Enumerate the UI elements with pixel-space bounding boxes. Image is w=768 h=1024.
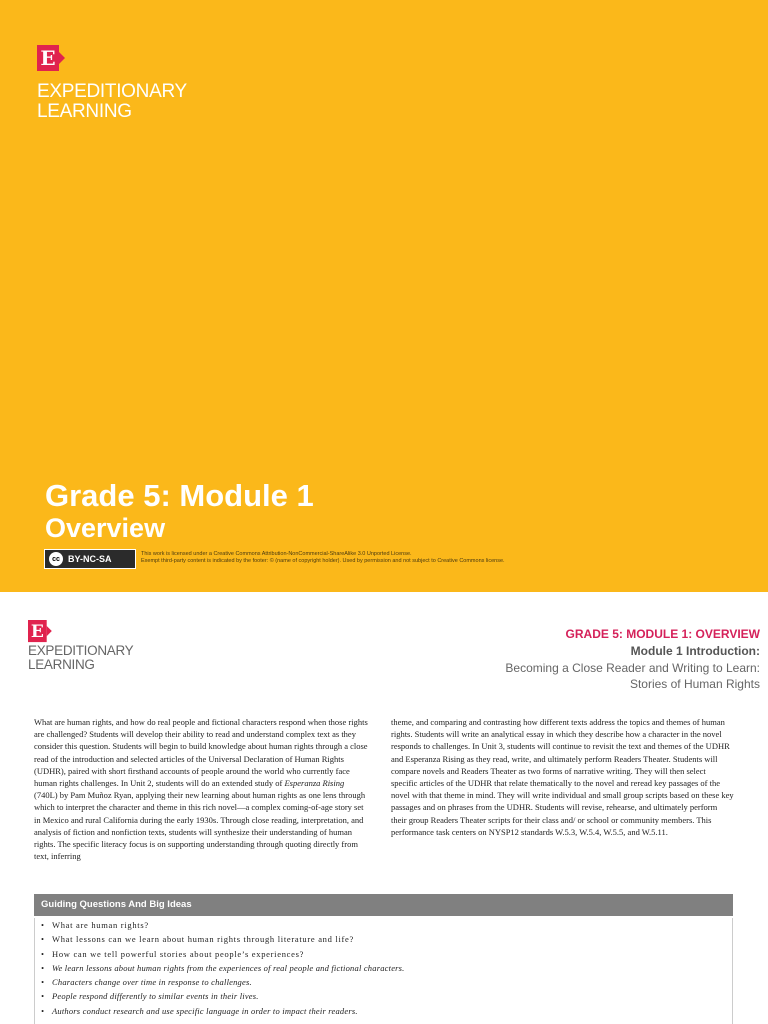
page-header bbox=[340, 626, 760, 692]
guiding-questions-header: Guiding Questions And Big Ideas bbox=[34, 894, 733, 916]
cc-license-label: BY-NC-SA bbox=[68, 554, 112, 564]
intro-text-part-2: (740L) by Pam Muñoz Ryan, applying their new learning about human rights as one lens through which to interpret the character and theme in this rich novel—a complex coming-of-age story set in Mexico and rural California during the early 1930s. Through close reading, interpretation, and analysis of fiction and nonfiction texts, students will synthesize their understanding of human rights. The specific literacy focus is on supporting understanding through quoting directly from text, inferring bbox=[34, 790, 366, 862]
big-idea: • We learn lessons about human rights from the experiences of real people and fictional characters. bbox=[35, 961, 732, 975]
intro-paragraph-left bbox=[34, 716, 368, 862]
logo-line-1: EXPEDITIONARY bbox=[28, 643, 134, 658]
logo-wordmark bbox=[28, 644, 168, 672]
expeditionary-learning-logo-icon bbox=[37, 45, 59, 71]
cover-subtitle: Overview bbox=[45, 513, 166, 543]
logo-wordmark bbox=[37, 82, 237, 122]
logo-line-2: LEARNING bbox=[37, 100, 132, 122]
expeditionary-learning-logo-icon bbox=[28, 620, 47, 642]
module-intro-title-line-1: Becoming a Close Reader and Writing to Learn: bbox=[505, 661, 760, 675]
guiding-question: • What lessons can we learn about human rights through literature and life? bbox=[35, 932, 732, 946]
book-title: Esperanza Rising bbox=[284, 778, 345, 789]
creative-commons-icon: cc bbox=[49, 552, 63, 566]
license-line-2: Exempt third-party content is indicated by the footer: © (name of copyright holder). Used by permission and not subject to Creative Commons license. bbox=[141, 558, 505, 564]
cover-title: Grade 5: Module 1 bbox=[45, 478, 314, 513]
big-idea: • People respond differently to similar events in their lives. bbox=[35, 989, 732, 1003]
license-notice bbox=[141, 551, 581, 565]
guiding-question: • How can we tell powerful stories about people’s experiences? bbox=[35, 947, 732, 961]
guiding-question: • What are human rights? bbox=[35, 918, 732, 932]
intro-text-part-1: What are human rights, and how do real people and fictional characters respond when those rights are challenged? Students will develop their ability to read and understand complex text as they consider this question. Students will begin to build knowledge about human rights through a close read of the introduction and selected articles of the Universal Declaration of Human Rights (UDHR), paired with short firsthand accounts of people around the world who currently face human rights challenges. In Unit 2, students will do an extended study of bbox=[34, 717, 368, 789]
license-line-1: This work is licensed under a Creative Commons Attribution-NonCommercial-ShareAlike 3.0 Unported License. bbox=[141, 551, 412, 557]
logo-mark-letter: E bbox=[30, 620, 44, 642]
big-idea: • Authors conduct research and use specific language in order to impact their readers. bbox=[35, 1004, 732, 1018]
logo-line-2: LEARNING bbox=[28, 657, 95, 673]
module-intro-label: Module 1 Introduction: bbox=[630, 644, 760, 658]
logo-line-1: EXPEDITIONARY bbox=[37, 81, 187, 102]
grade-module-heading: GRADE 5: MODULE 1: OVERVIEW bbox=[565, 627, 760, 641]
creative-commons-badge[interactable] bbox=[44, 549, 136, 569]
logo-mark-letter: E bbox=[40, 46, 56, 70]
intro-paragraph-right: theme, and comparing and contrasting how different texts address the topics and themes of human rights. Students will write an analytical essay in which they describe how a character in the novel responds to challenges. In Unit 3, students will continue to revisit the text and themes of the UDHR and Esperanza Rising as they read, write, and ultimately perform Readers Theater. Students will compare novels and Readers Theater as two forms of narrative writing. They will then select specific articles of the UDHR that relate thematically to the novel and reread key passages of the novel with that theme in mind. They will write individual and small group scripts based on these key passages and on phrases from the UDHR. Students will revise, rehearse, and ultimately perform their group Readers Theater scripts for their class and/ or school or community members. This performance task centers on NYSP12 standards W.5.3, W.5.4, W.5.5, and W.5.11. bbox=[391, 717, 734, 837]
guiding-questions-list bbox=[34, 918, 733, 1024]
big-idea: • Characters change over time in response to challenges. bbox=[35, 975, 732, 989]
module-intro-title-line-2: Stories of Human Rights bbox=[629, 677, 760, 691]
